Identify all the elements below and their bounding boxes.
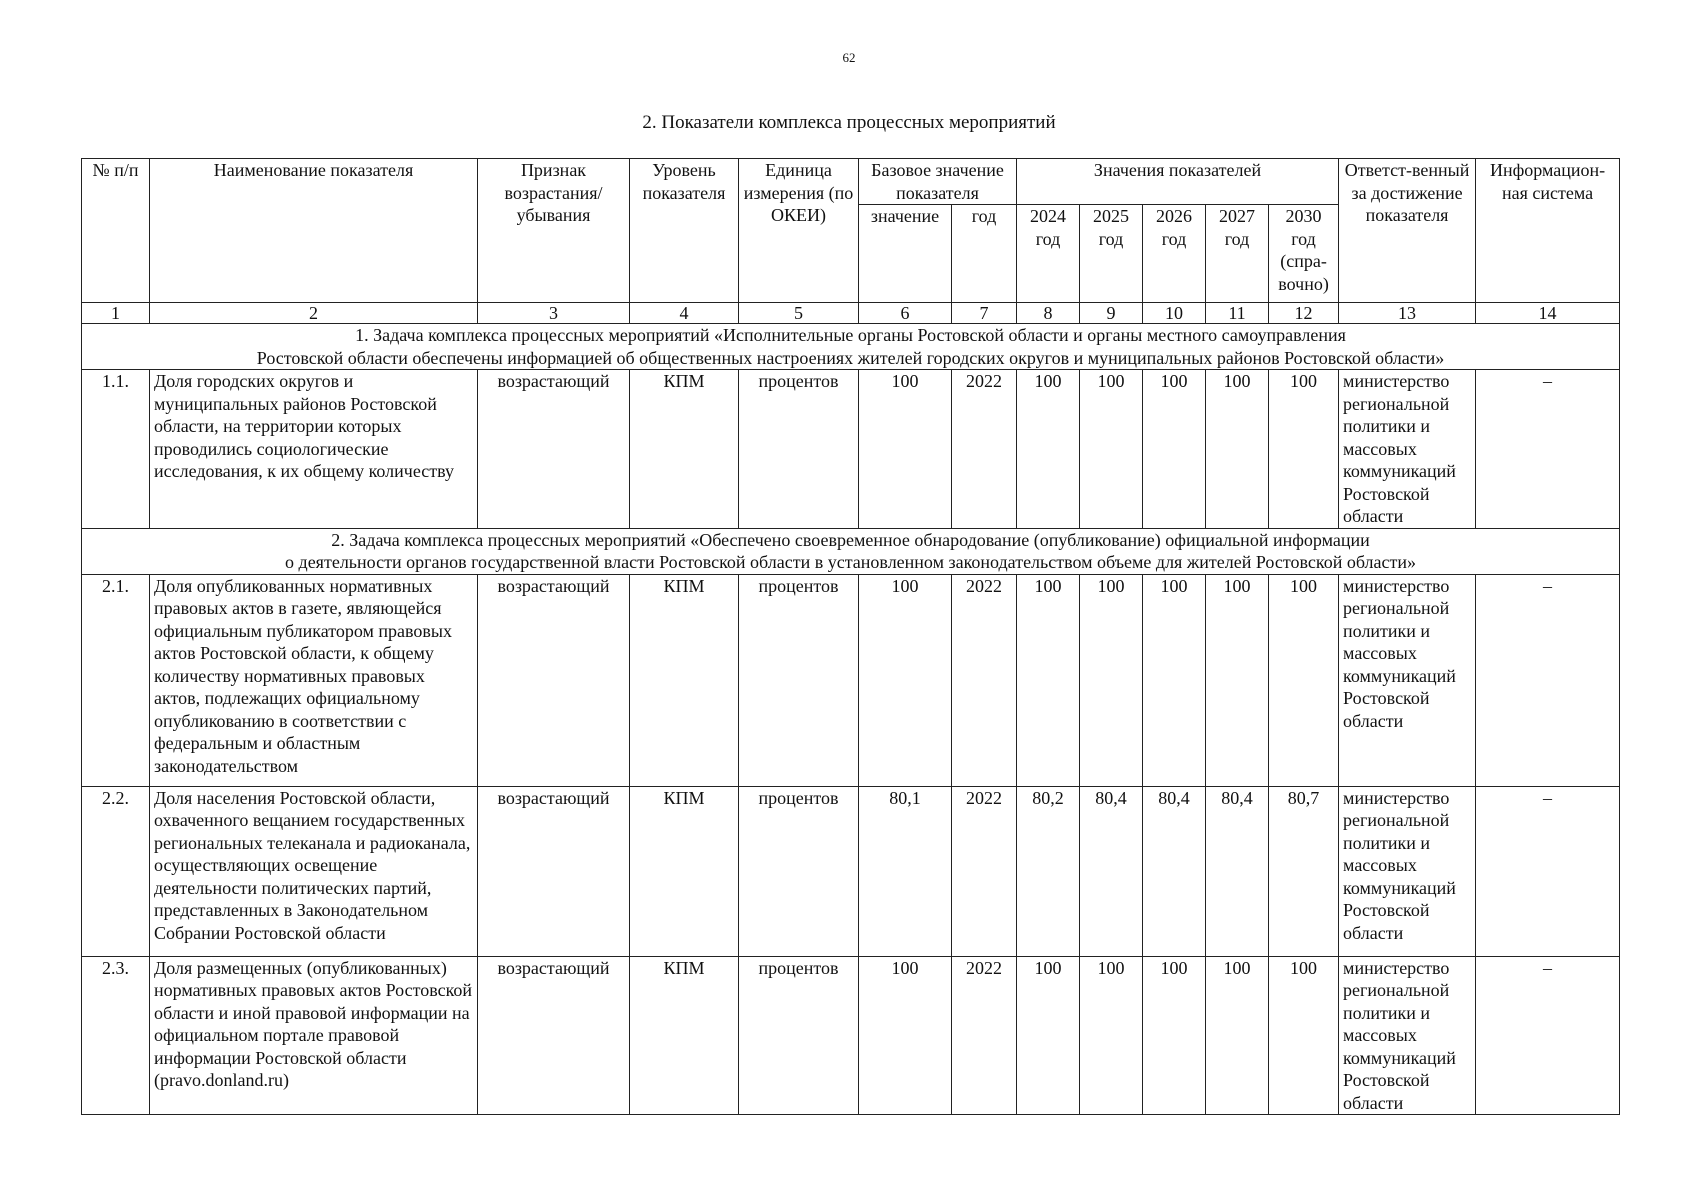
trend-value: возрастающий — [478, 956, 630, 1115]
infosystem-value: – — [1476, 786, 1620, 956]
header-name: Наименование показателя — [150, 159, 478, 303]
value-2025: 80,4 — [1080, 786, 1143, 956]
header-trend: Признак возрастания/ убывания — [478, 159, 630, 303]
value-2027: 100 — [1206, 370, 1269, 529]
table-row — [82, 786, 1620, 956]
level-value: КПМ — [630, 370, 739, 529]
header-year-2025: 2025 год — [1080, 205, 1143, 303]
column-number: 4 — [630, 303, 739, 324]
column-number: 6 — [859, 303, 952, 324]
column-number: 5 — [739, 303, 859, 324]
header-year-2024: 2024 год — [1017, 205, 1080, 303]
value-2024: 100 — [1017, 574, 1080, 786]
level-value: КПМ — [630, 786, 739, 956]
base-year: 2022 — [952, 956, 1017, 1115]
column-number: 10 — [1143, 303, 1206, 324]
responsible-value: министерство региональной политики и массовых коммуникаций Ростовской области — [1339, 574, 1476, 786]
level-value: КПМ — [630, 574, 739, 786]
header-base-year: год — [952, 205, 1017, 303]
value-2030: 100 — [1269, 370, 1339, 529]
unit-value: процентов — [739, 370, 859, 529]
column-number: 7 — [952, 303, 1017, 324]
task-title-line-1: 2. Задача комплекса процессных мероприятий «Обеспечено своевременное обнародование (опубликование) официальной информации — [331, 529, 1370, 550]
task-header-row — [82, 324, 1620, 370]
task-title-line-2: Ростовской области обеспечены информацией об общественных настроениях жителей городских округов и муниципальных районов Ростовской области» — [256, 347, 1445, 368]
row-num: 2.1. — [82, 574, 150, 786]
task-title — [82, 528, 1620, 574]
column-number: 1 — [82, 303, 150, 324]
trend-value: возрастающий — [478, 786, 630, 956]
task-title — [82, 324, 1620, 370]
header-level: Уровень показателя — [630, 159, 739, 303]
column-number: 2 — [150, 303, 478, 324]
unit-value: процентов — [739, 786, 859, 956]
value-2026: 100 — [1143, 574, 1206, 786]
level-value: КПМ — [630, 956, 739, 1115]
indicator-name: Доля размещенных (опубликованных) нормативных правовых актов Ростовской области и иной правовой информации на официальном портале правовой информации Ростовской области (pravo.donland.ru) — [150, 956, 478, 1115]
column-number: 8 — [1017, 303, 1080, 324]
table-row — [82, 574, 1620, 786]
unit-value: процентов — [739, 574, 859, 786]
base-value: 100 — [859, 574, 952, 786]
page-number: 62 — [842, 50, 856, 65]
indicator-name: Доля городских округов и муниципальных районов Ростовской области, на территории которых проводились социологические исследования, к их общему количеству — [150, 370, 478, 529]
value-2026: 100 — [1143, 956, 1206, 1115]
indicators-table — [81, 158, 1620, 1115]
header-base-group: Базовое значение показателя — [859, 159, 1017, 205]
header-year-2030: 2030 год (спра-вочно) — [1269, 205, 1339, 303]
value-2027: 80,4 — [1206, 786, 1269, 956]
header-unit: Единица измерения (по ОКЕИ) — [739, 159, 859, 303]
base-value: 100 — [859, 956, 952, 1115]
base-value: 80,1 — [859, 786, 952, 956]
header-base-value: значение — [859, 205, 952, 303]
value-2027: 100 — [1206, 956, 1269, 1115]
section-title: 2. Показатели комплекса процессных мероприятий — [642, 112, 1056, 133]
task-title-line-1: 1. Задача комплекса процессных мероприятий «Исполнительные органы Ростовской области и органы местного самоуправления — [355, 325, 1346, 345]
base-year: 2022 — [952, 786, 1017, 956]
value-2027: 100 — [1206, 574, 1269, 786]
value-2024: 100 — [1017, 956, 1080, 1115]
header-responsible: Ответст-венный за достижение показателя — [1339, 159, 1476, 303]
header-year-2027: 2027 год — [1206, 205, 1269, 303]
value-2024: 100 — [1017, 370, 1080, 529]
value-2030: 100 — [1269, 956, 1339, 1115]
indicator-name: Доля опубликованных нормативных правовых актов в газете, являющейся официальным публикатором правовых актов Ростовской области, к общему количеству нормативных правовых актов, подлежащих официальному опубликованию в соответствии с федеральным и областным законодательством — [150, 574, 478, 786]
task-header-row — [82, 528, 1620, 574]
responsible-value: министерство региональной политики и массовых коммуникаций Ростовской области — [1339, 370, 1476, 529]
infosystem-value: – — [1476, 956, 1620, 1115]
value-2030: 100 — [1269, 574, 1339, 786]
table-row — [82, 370, 1620, 529]
trend-value: возрастающий — [478, 370, 630, 529]
task-title-line-2: о деятельности органов государственной власти Ростовской области в установленном законодательством объеме для жителей Ростовской области» — [285, 552, 1417, 572]
column-number: 12 — [1269, 303, 1339, 324]
infosystem-value: – — [1476, 370, 1620, 529]
base-year: 2022 — [952, 370, 1017, 529]
value-2026: 80,4 — [1143, 786, 1206, 956]
column-number: 14 — [1476, 303, 1620, 324]
value-2025: 100 — [1080, 574, 1143, 786]
value-2025: 100 — [1080, 370, 1143, 529]
header-infosystem: Информацион-ная система — [1476, 159, 1620, 303]
infosystem-value: – — [1476, 574, 1620, 786]
value-2025: 100 — [1080, 956, 1143, 1115]
unit-value: процентов — [739, 956, 859, 1115]
base-value: 100 — [859, 370, 952, 529]
row-num: 2.2. — [82, 786, 150, 956]
row-num: 2.3. — [82, 956, 150, 1115]
value-2024: 80,2 — [1017, 786, 1080, 956]
table-row — [82, 956, 1620, 1115]
value-2026: 100 — [1143, 370, 1206, 529]
header-num: № п/п — [82, 159, 150, 303]
indicator-name: Доля населения Ростовской области, охваченного вещанием государственных региональных телеканала и радиоканала, осуществляющих освещение деятельности политических партий, представленных в Законодательном Собрании Ростовской области — [150, 786, 478, 956]
value-2030: 80,7 — [1269, 786, 1339, 956]
column-number-row — [82, 303, 1620, 324]
column-number: 3 — [478, 303, 630, 324]
header-values-group: Значения показателей — [1017, 159, 1339, 205]
column-number: 9 — [1080, 303, 1143, 324]
column-number: 13 — [1339, 303, 1476, 324]
trend-value: возрастающий — [478, 574, 630, 786]
header-year-2026: 2026 год — [1143, 205, 1206, 303]
column-number: 11 — [1206, 303, 1269, 324]
responsible-value: министерство региональной политики и массовых коммуникаций Ростовской области — [1339, 956, 1476, 1115]
row-num: 1.1. — [82, 370, 150, 529]
responsible-value: министерство региональной политики и массовых коммуникаций Ростовской области — [1339, 786, 1476, 956]
base-year: 2022 — [952, 574, 1017, 786]
